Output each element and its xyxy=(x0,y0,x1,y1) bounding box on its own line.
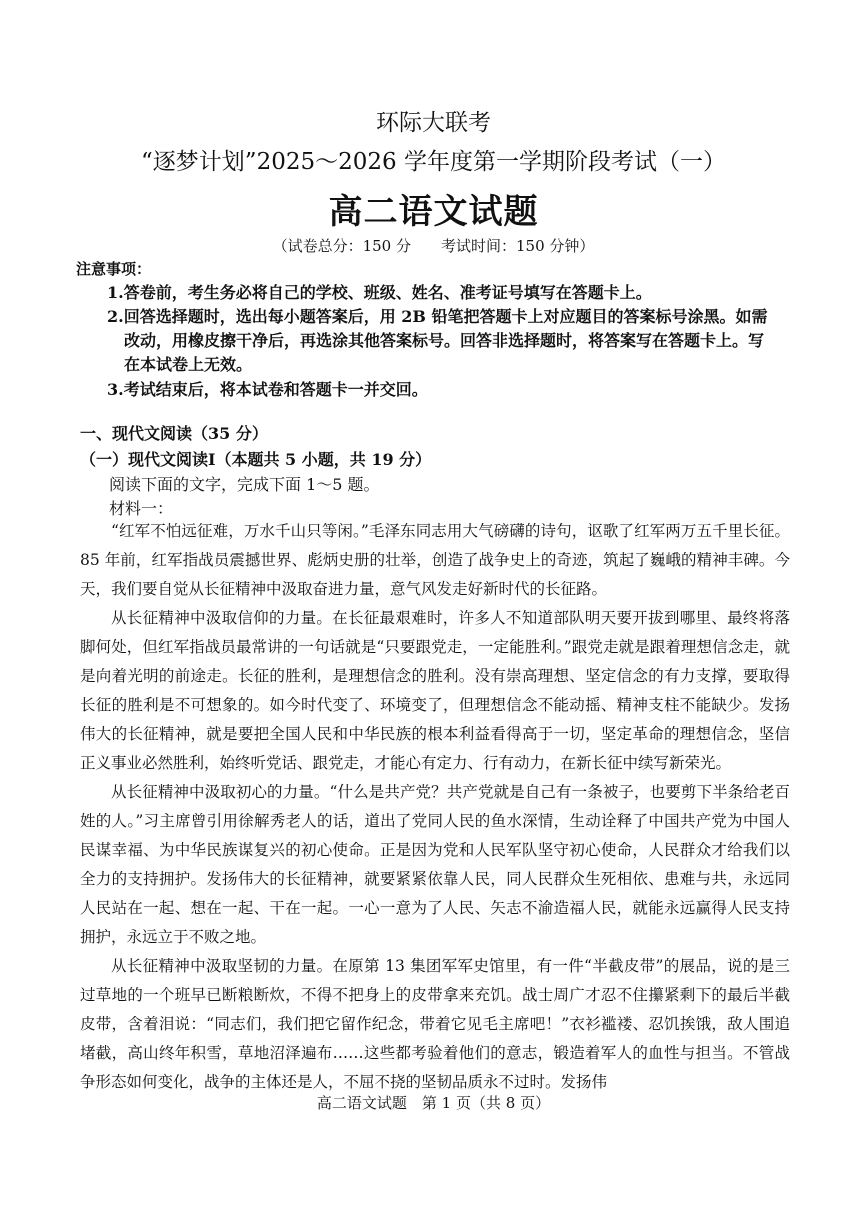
reading-instruction: 阅读下面的文字，完成下面 1～5 题。 xyxy=(109,475,380,494)
material-label: 材料一： xyxy=(109,499,174,518)
notice-item-3: 3.考试结束后，将本试卷和答题卡一并交回。 xyxy=(107,380,428,399)
notice-label: 注意事项： xyxy=(76,260,152,278)
article-paragraph-4: 从长征精神中汲取坚韧的力量。在原第 13 集团军军史馆里，有一件“半截皮带”的展品，说的是三过草地的一个班早已断粮断炊，不得不把身上的皮带拿来充饥。战士周广才忍不住攥紧剩下的最后半截皮带，含着泪说：“同志们，我们把它留作纪念，带着它见毛主席吧！”衣衫褴褛、忍饥挨饿，敌人围追堵截，高山终年积雪，草地沼泽遍布……这些都考验着他们的意志，锻造着军人的血性与担当。不管战争形态如何变化，战争的主体还是人，不屈不挠的坚韧品质永不过时。发扬伟 xyxy=(80,957,790,1091)
article-paragraph-1: “红军不怕远征难，万水千山只等闲。”毛泽东同志用大气磅礴的诗句，讴歌了红军两万五千里长征。85 年前，红军指战员震撼世界、彪炳史册的壮举，创造了战争史上的奇迹，筑起了巍峨的精神丰碑。今天，我们要自觉从长征精神中汲取奋进力量，意气风发走好新时代的长征路。 xyxy=(80,522,790,598)
section-title: 一、现代文阅读（35 分） xyxy=(80,424,268,443)
page-title: 高二语文试题 xyxy=(328,192,539,232)
page-footer: 高二语文试题 第 1 页（共 8 页） xyxy=(316,1094,551,1112)
notice-item-2: 2.回答选择题时，选出每小题答案后，用 2B 铅笔把答题卡上对应题目的答案标号涂黑。如需 xyxy=(107,307,768,326)
notice-item-2-cont: 改动，用橡皮擦干净后，再选涂其他答案标号。回答非选择题时，将答案写在答题卡上。写 xyxy=(124,331,765,350)
notice-item-2-cont2: 在本试卷上无效。 xyxy=(124,355,253,374)
subsection-title: （一）现代文阅读Ⅰ（本题共 5 小题，共 19 分） xyxy=(80,450,432,469)
notice-item-1: 1.答卷前，考生务必将自己的学校、班级、姓名、准考证号填写在答题卡上。 xyxy=(107,283,652,302)
exam-organization: 环际大联考 xyxy=(376,110,491,136)
article-body xyxy=(80,517,790,1097)
article-paragraph-2: 从长征精神中汲取信仰的力量。在长征最艰难时，许多人不知道部队明天要开拔到哪里、最终将落脚何处，但红军指战员最常讲的一句话就是“只要跟党走，一定能胜利。”跟党走就是跟着理想信念走，就是向着光明的前途走。长征的胜利，是理想信念的胜利。没有崇高理想、坚定信念的有力支撑，要取得长征的胜利是不可想象的。如今时代变了、环境变了，但理想信念不能动摇、精神支柱不能缺少。发扬伟大的长征精神，就是要把全国人民和中华民族的根本利益看得高于一切，坚定革命的理想信念，坚信正义事业必然胜利，始终听党话、跟党走，才能心有定力、行有动力，在新长征中续写新荣光。 xyxy=(80,609,790,772)
score-time-info: （试卷总分：150 分 考试时间：150 分钟） xyxy=(272,237,595,255)
exam-name: “逐梦计划”2025～2026 学年度第一学期阶段考试（一） xyxy=(141,149,726,175)
article-paragraph-3: 从长征精神中汲取初心的力量。“什么是共产党？共产党就是自己有一条被子，也要剪下半条给老百姓的人。”习主席曾引用徐解秀老人的话，道出了党同人民的鱼水深情，生动诠释了中国共产党为中国人民谋幸福、为中华民族谋复兴的初心使命。正是因为党和人民军队坚守初心使命，人民群众才给我们以全力的支持拥护。发扬伟大的长征精神，就要紧紧依靠人民，同人民群众生死相依、患难与共，永远同人民站在一起、想在一起、干在一起。一心一意为了人民、矢志不渝造福人民，就能永远赢得人民支持拥护，永远立于不败之地。 xyxy=(80,783,790,946)
